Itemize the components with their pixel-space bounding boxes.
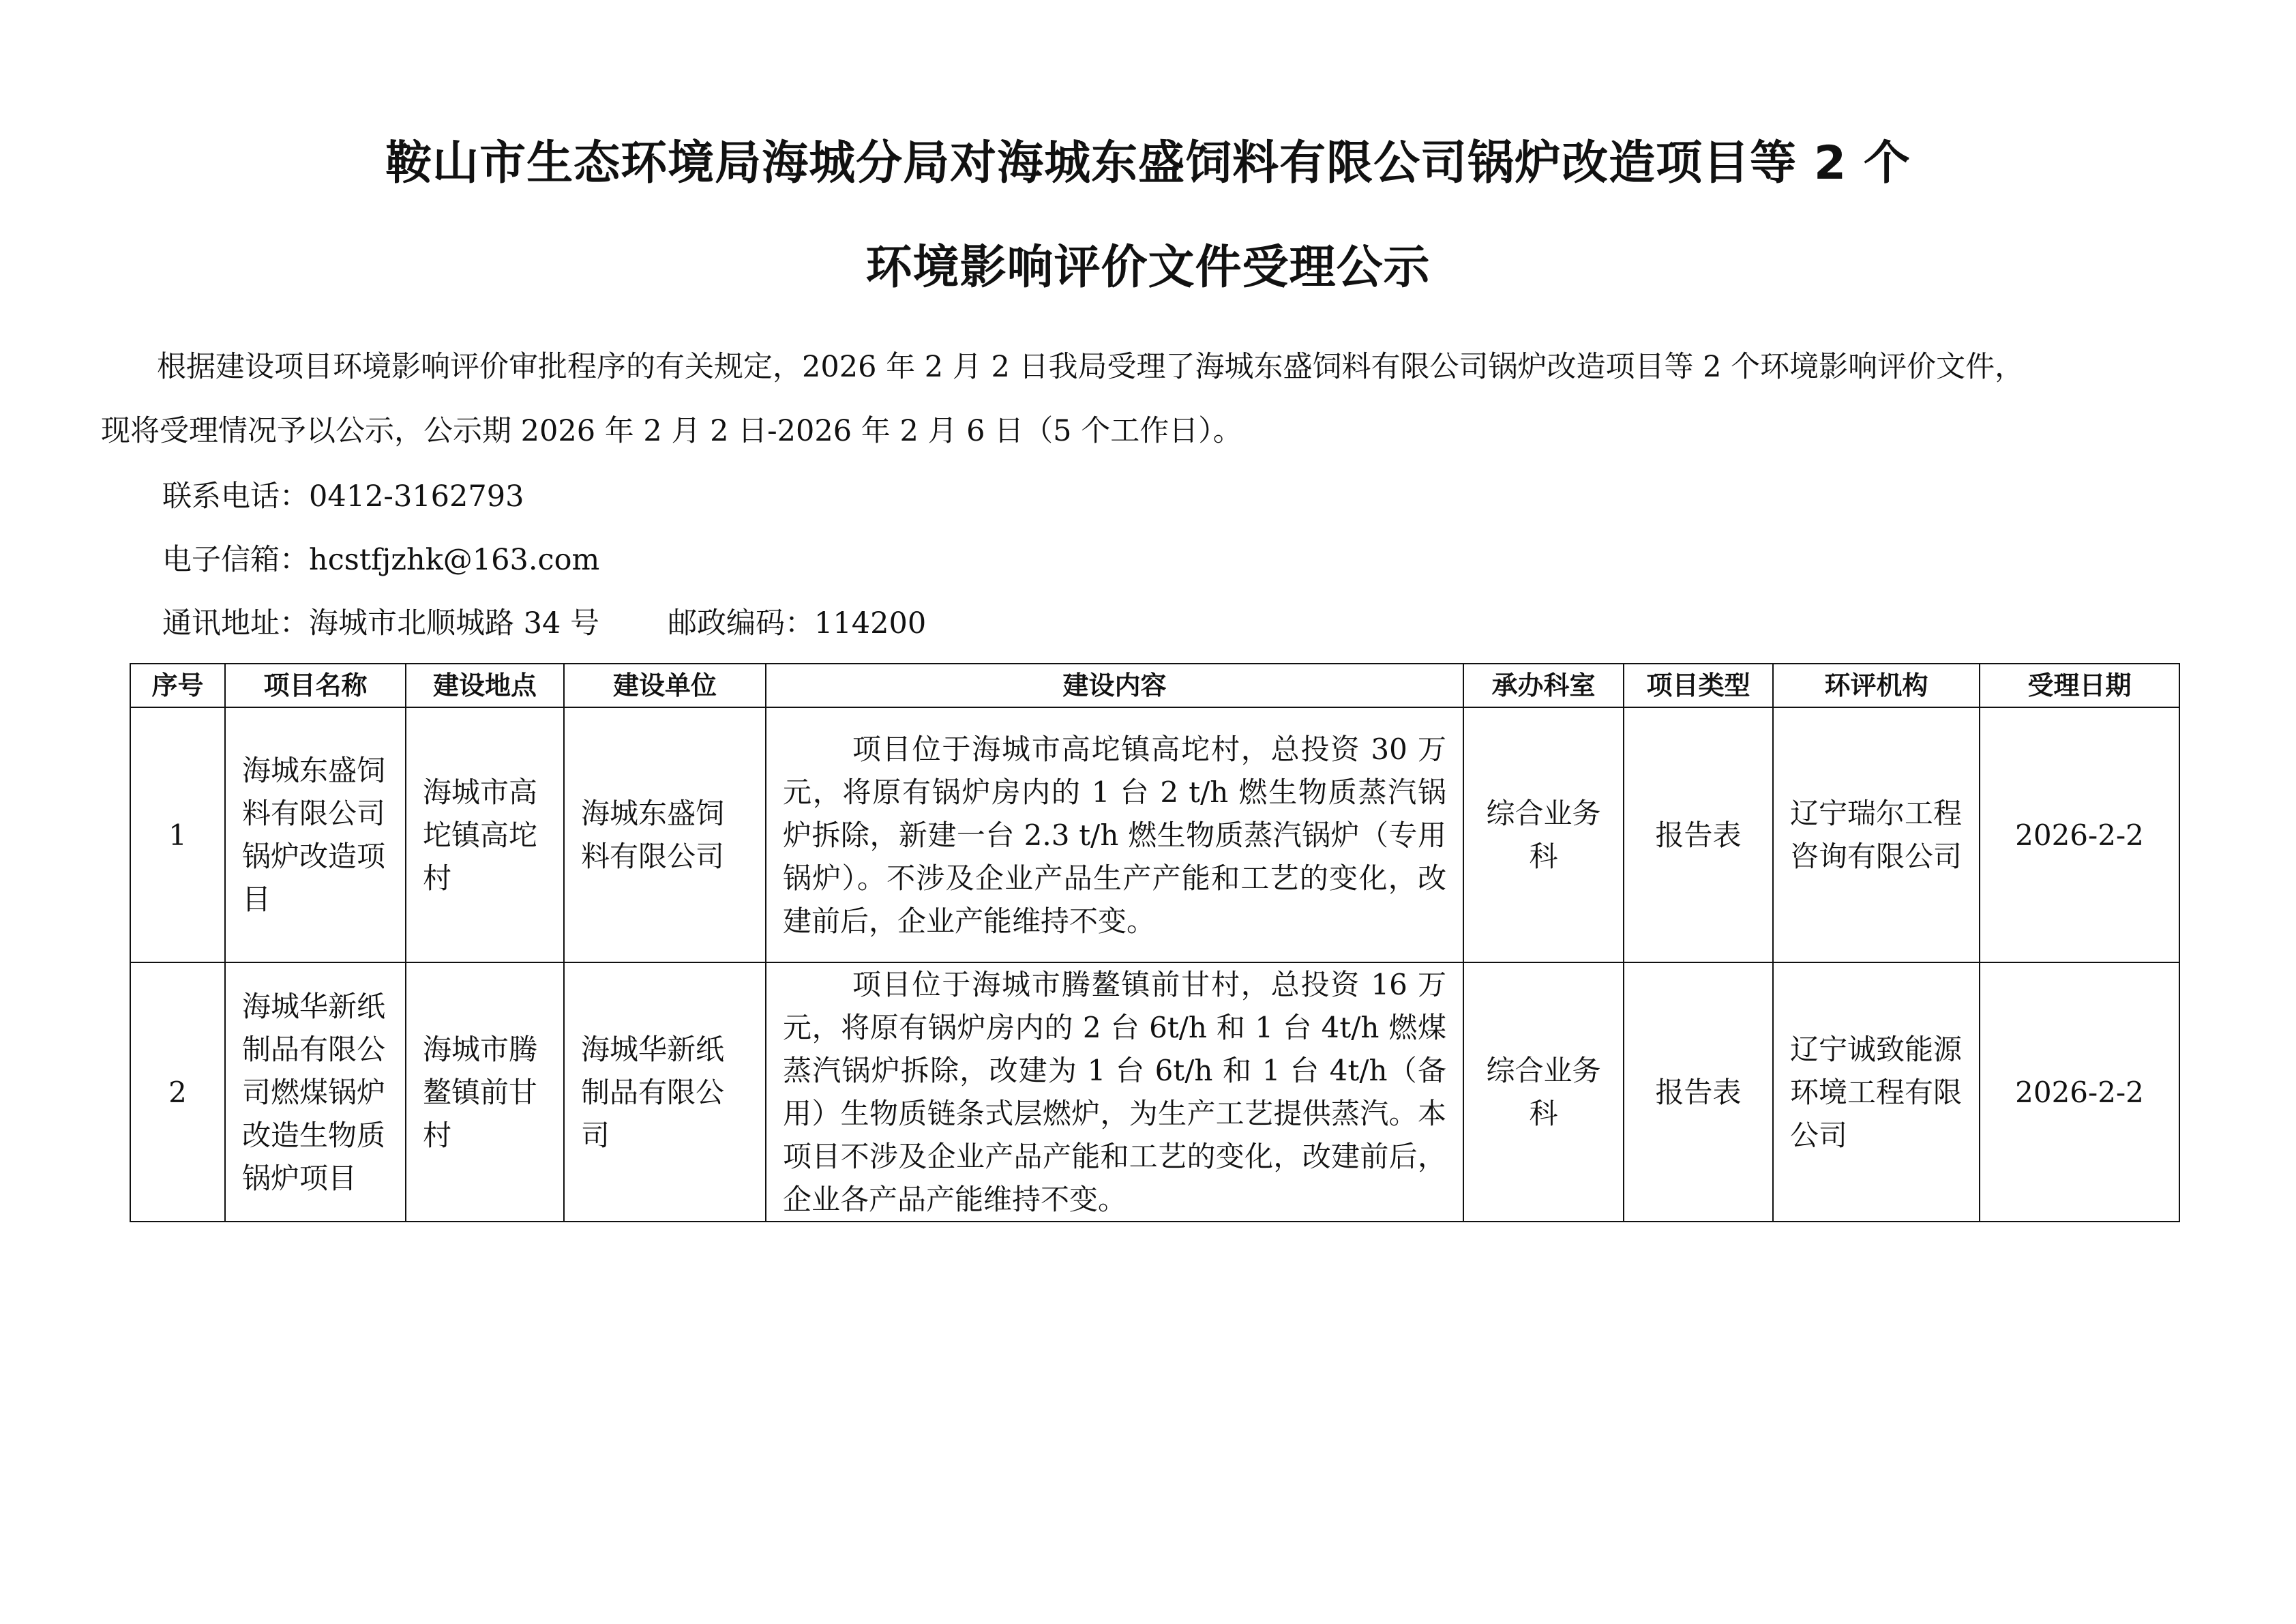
header-content: 建设内容 [766, 664, 1463, 707]
cell-no: 2 [130, 962, 225, 1222]
header-agency: 环评机构 [1773, 664, 1980, 707]
cell-project-name: 海城华新纸制品有限公司燃煤锅炉改造生物质锅炉项目 [225, 962, 406, 1222]
table-row [130, 707, 2179, 962]
cell-location: 海城市高坨镇高坨村 [406, 707, 564, 962]
header-location: 建设地点 [406, 664, 564, 707]
header-type: 项目类型 [1624, 664, 1773, 707]
cell-unit: 海城华新纸制品有限公司 [564, 962, 766, 1222]
cell-no: 1 [130, 707, 225, 962]
header-date: 受理日期 [1980, 664, 2179, 707]
contact-phone: 联系电话：0412-3162793 [162, 479, 524, 514]
cell-date: 2026-2-2 [1980, 707, 2179, 962]
cell-agency: 辽宁诚致能源环境工程有限公司 [1773, 962, 1980, 1222]
cell-content [766, 707, 1463, 962]
cell-date: 2026-2-2 [1980, 962, 2179, 1222]
table-row [130, 962, 2179, 1222]
cell-type: 报告表 [1624, 707, 1773, 962]
page-title-line2: 环境影响评价文件受理公示 [865, 241, 1431, 295]
header-project-name: 项目名称 [225, 664, 406, 707]
contact-email: 电子信箱：hcstfjzhk@163.com [162, 543, 600, 577]
cell-type: 报告表 [1624, 962, 1773, 1222]
header-dept: 承办科室 [1463, 664, 1624, 707]
cell-content-text: 项目位于海城市腾鳌镇前甘村，总投资 16 万元，将原有锅炉房内的 2 台 6t/h 和 1 台 4t/h 燃煤蒸汽锅炉拆除，改建为 1 台 6t/h 和 1 台 4t/h（备用）生物质链条式层燃炉，为生产工艺提供蒸汽。本项目不涉及企业产品产能和工艺的变化，改建前后，企业各产品产能维持不变。 [783, 968, 1446, 1216]
header-no: 序号 [130, 664, 225, 707]
header-unit: 建设单位 [564, 664, 766, 707]
cell-dept: 综合业务科 [1463, 707, 1624, 962]
page-title-line1: 鞍山市生态环境局海城分局对海城东盛饲料有限公司锅炉改造项目等 2 个 [385, 136, 1911, 190]
cell-location: 海城市腾鳌镇前甘村 [406, 962, 564, 1222]
cell-project-name: 海城东盛饲料有限公司锅炉改造项目 [225, 707, 406, 962]
contact-postal-code: 邮政编码：114200 [668, 606, 927, 640]
cell-content [766, 962, 1463, 1222]
cell-agency: 辽宁瑞尔工程咨询有限公司 [1773, 707, 1980, 962]
project-table [130, 663, 2180, 1222]
intro-paragraph-line1: 根据建设项目环境影响评价审批程序的有关规定，2026 年 2 月 2 日我局受理了海城东盛饲料有限公司锅炉改造项目等 2 个环境影响评价文件， [157, 350, 2025, 384]
cell-content-text: 项目位于海城市高坨镇高坨村，总投资 30 万元，将原有锅炉房内的 1 台 2 t/h 燃生物质蒸汽锅炉拆除，新建一台 2.3 t/h 燃生物质蒸汽锅炉（专用锅炉）。不涉及企业产品生产产能和工艺的变化，改建前后，企业产能维持不变。 [783, 732, 1446, 938]
cell-dept: 综合业务科 [1463, 962, 1624, 1222]
cell-unit: 海城东盛饲料有限公司 [564, 707, 766, 962]
contact-address-line [162, 604, 926, 643]
table-header-row [130, 664, 2179, 707]
intro-paragraph-line2: 现将受理情况予以公示，公示期 2026 年 2 月 2 日-2026 年 2 月 6 日（5 个工作日）。 [101, 414, 1242, 448]
contact-address: 通讯地址：海城市北顺城路 34 号 [162, 606, 600, 640]
